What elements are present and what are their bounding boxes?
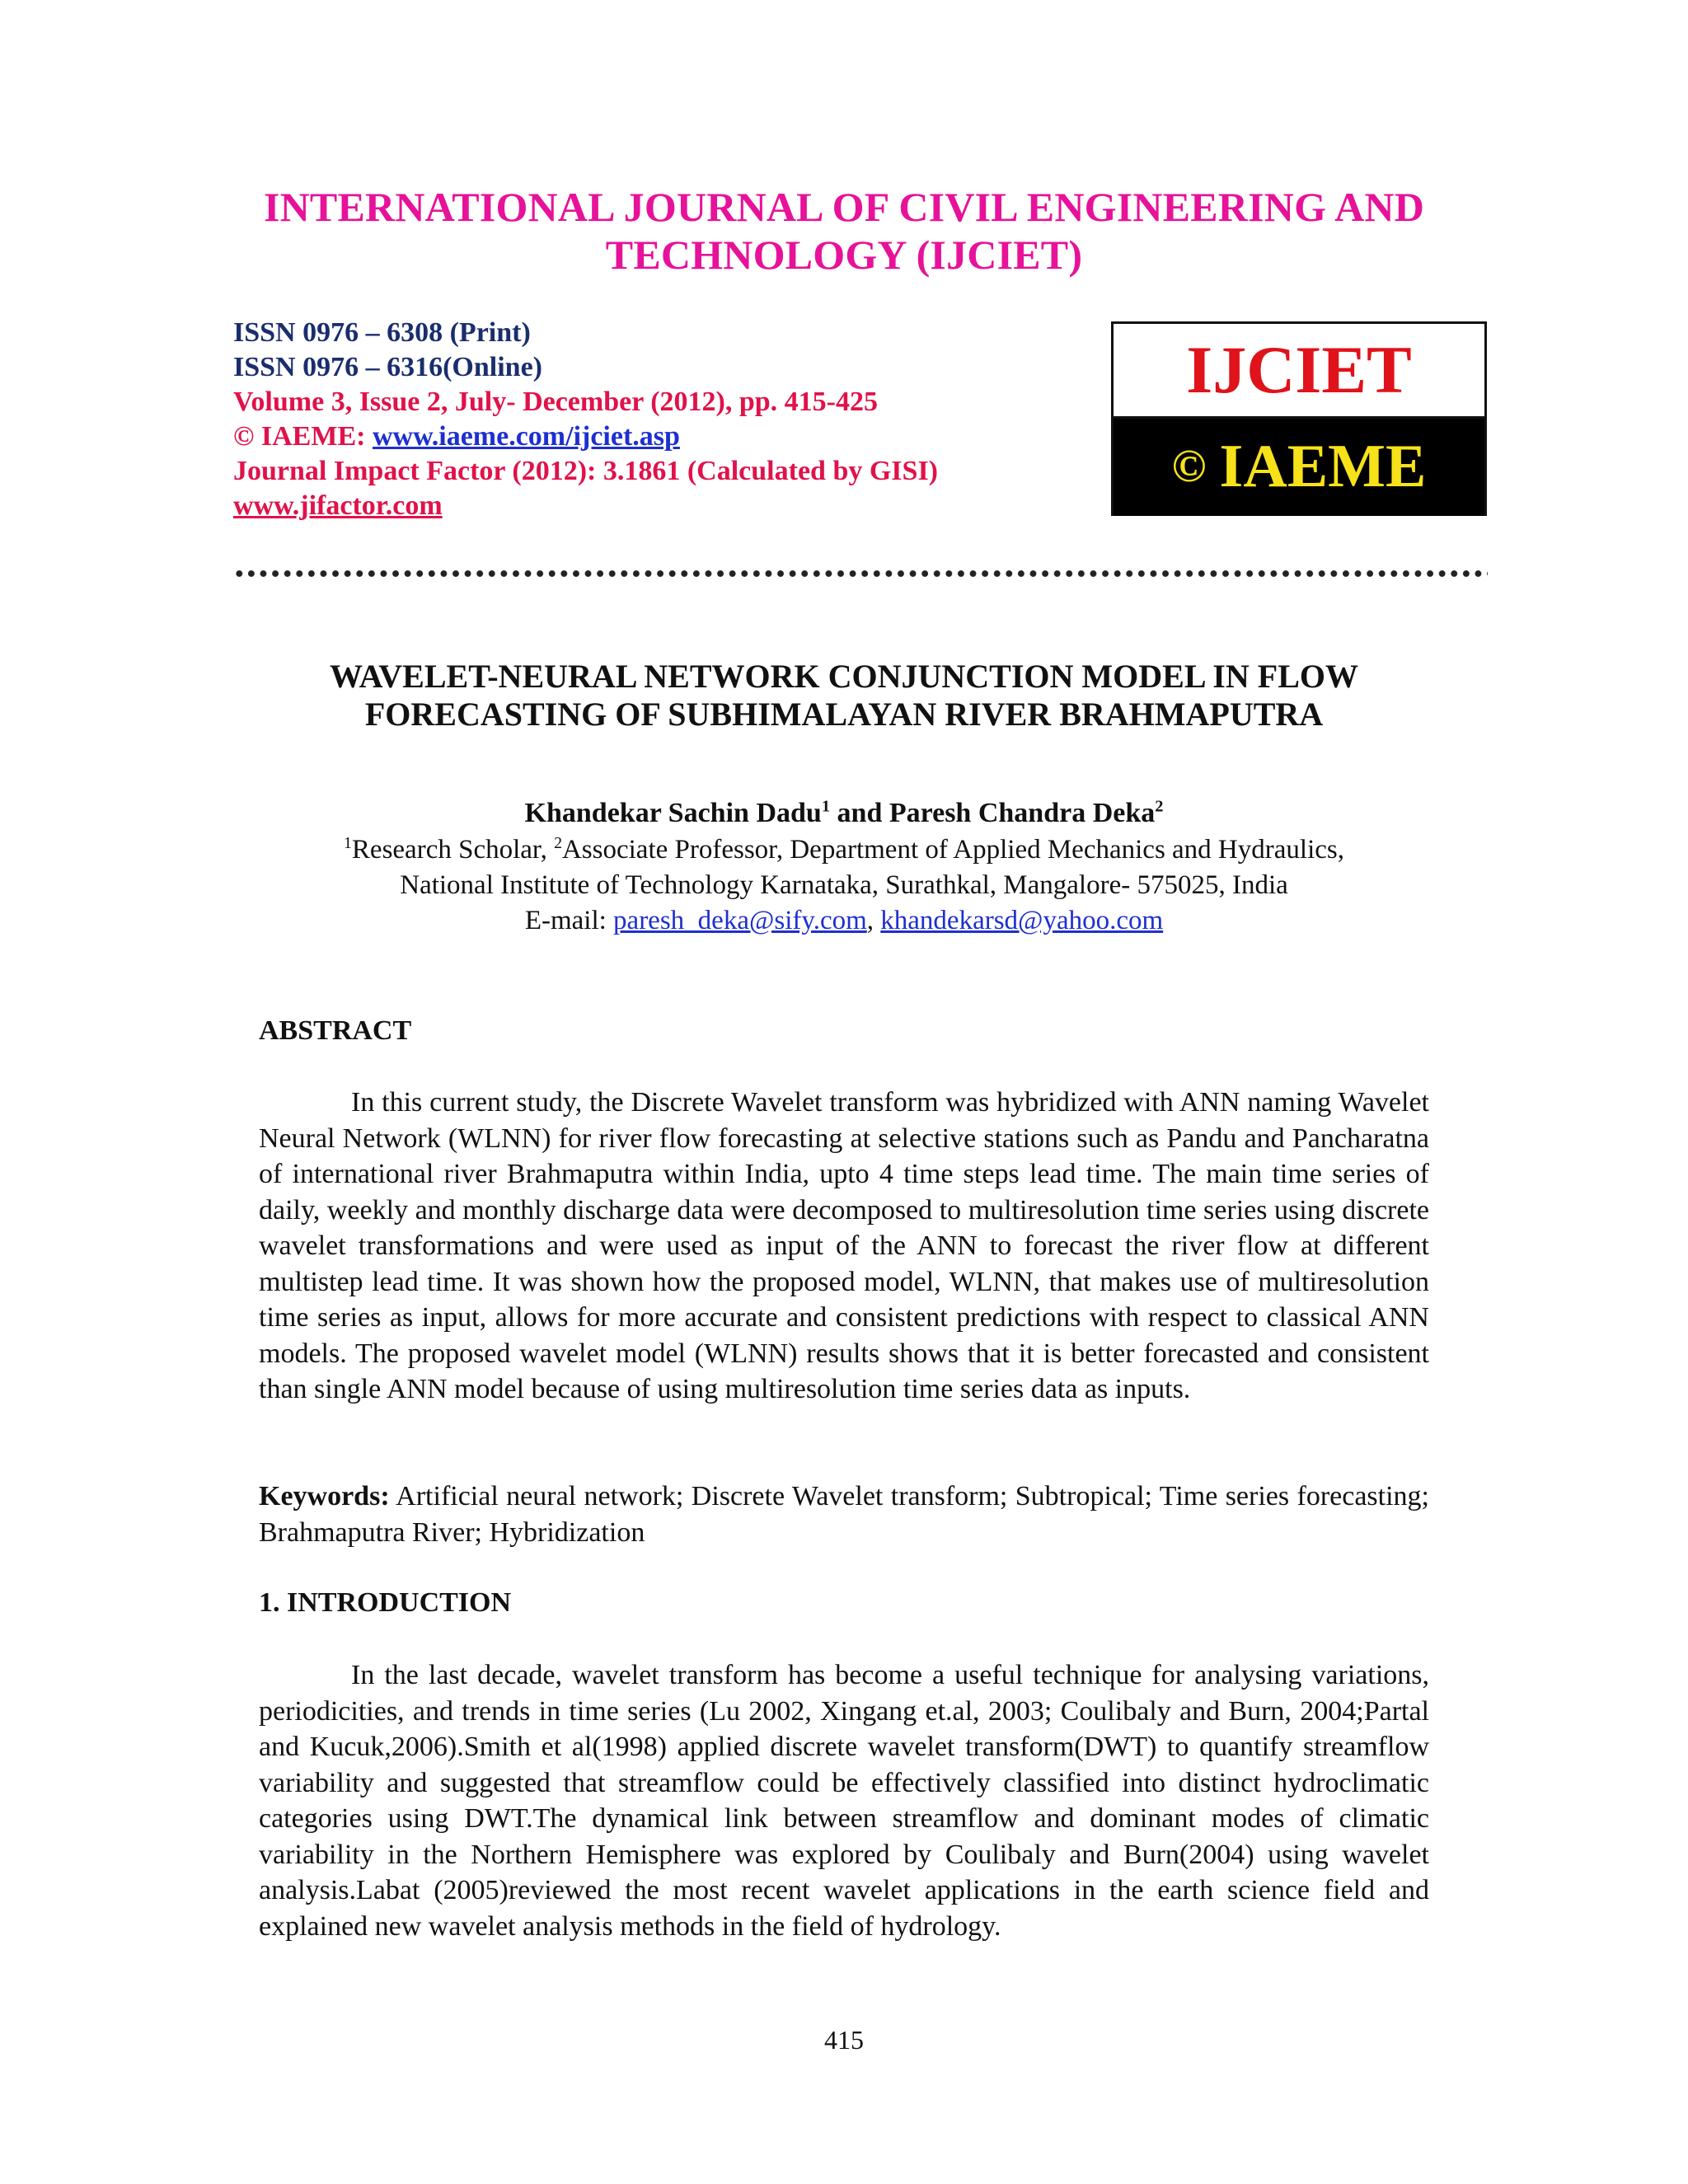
author-and: and [830,798,889,828]
iaeme-line [233,419,938,454]
volume-info: Volume 3, Issue 2, July- December (2012), pp. 415-425 [233,387,878,417]
affil-sup-1: 1 [344,834,352,852]
author-2: Paresh Chandra Deka [889,798,1156,828]
iaeme-link[interactable]: www.iaeme.com/ijciet.asp [372,421,680,452]
email-separator: , [866,906,881,935]
iaeme-prefix: © IAEME: [233,421,373,452]
affiliation-line1 [0,832,1688,868]
affil-part-1: Research Scholar, [351,835,555,865]
keywords-text: Artificial neural network; Discrete Wavelet transform; Subtropical; Time series forecasting; Brahmaputra River; Hybridization [259,1481,1437,1548]
affiliation [0,832,1688,939]
email-link-1[interactable]: paresh_deka@sify.com [613,906,867,935]
paper-title [0,658,1688,733]
author-2-sup: 2 [1155,797,1164,816]
affil-sup-2: 2 [554,834,562,852]
author-1: Khandekar Sachin Dadu [524,798,822,828]
ijciet-logo [1111,321,1487,516]
copyright-icon: © [1171,441,1207,492]
jifactor-link[interactable]: www.jifactor.com [233,490,443,521]
logo-iaeme-band [1114,419,1484,516]
journal-title-line1: INTERNATIONAL JOURNAL OF CIVIL ENGINEERING AND [263,184,1425,230]
issn-online: ISSN 0976 – 6316(Online) [233,352,542,382]
introduction-body: In the last decade, wavelet transform has become a useful technique for analysing variations, periodicities, and trends in time series (Lu 2002, Xingang et.al, 2003; Coulibaly and Burn, 2004;Partal and Kucuk,2006).Smith et al(1998) applied discrete wavelet transform(DWT) to quantify streamflow variability and suggested that streamflow could be effectively classified into distinct hydroclimatic categories using DWT.The dynamical link between streamflow and dominant modes of climatic variability in the Northern Hemisphere was explored by Coulibaly and Burn(2004) using wavelet analysis.Labat (2005)reviewed the most recent wavelet applications in the earth science field and explained new wavelet analysis methods in the field of hydrology. [259,1660,1429,1942]
email-link-2[interactable]: khandekarsd@yahoo.com [880,906,1164,935]
introduction-text [259,1657,1429,1944]
impact-factor: Journal Impact Factor (2012): 3.1861 (Calculated by GISI) [233,456,938,486]
dotted-divider [233,569,1488,579]
journal-title-line2: TECHNOLOGY (IJCIET) [605,232,1083,278]
page-number: 415 [824,2025,864,2055]
paper-title-line2: FORECASTING OF SUBHIMALAYAN RIVER BRAHMAPUTRA [364,696,1324,733]
email-line [0,903,1688,939]
logo-iaeme-text: IAEME [1219,433,1427,500]
journal-meta [233,316,938,523]
affil-part-2: Associate Professor, Department of Applied Mechanics and Hydraulics, [561,835,1344,865]
author-line [0,796,1688,831]
abstract-heading: ABSTRACT [259,1015,412,1046]
logo-ijciet-text: IJCIET [1114,324,1484,419]
keywords-label: Keywords: [259,1481,390,1511]
keywords [259,1479,1437,1550]
paper-title-line1: WAVELET-NEURAL NETWORK CONJUNCTION MODEL IN FLOW [330,658,1358,695]
author-1-sup: 1 [821,797,831,816]
journal-title [0,183,1688,279]
email-label: E-mail: [524,906,614,935]
abstract-text [259,1085,1429,1408]
issn-print: ISSN 0976 – 6308 (Print) [233,317,531,348]
affiliation-line2: National Institute of Technology Karnataka, Surathkal, Mangalore- 575025, India [400,870,1288,900]
abstract-body: In this current study, the Discrete Wavelet transform was hybridized with ANN naming Wavelet Neural Network (WLNN) for river flow forecasting at selective stations such as Pandu and Pancharatna of international river Brahmaputra within India, upto 4 time steps lead time. The main time series of daily, weekly and monthly discharge data were decomposed to multiresolution time series using discrete wavelet transformations and were used as input of the ANN to forecast the river flow at different multistep lead time. It was shown how the proposed model, WLNN, that makes use of multiresolution time series as input, allows for more accurate and consistent predictions with respect to classical ANN models. The proposed wavelet model (WLNN) results shows that it is better forecasted and consistent than single ANN model because of using multiresolution time series data as inputs. [259,1087,1429,1404]
introduction-heading: 1. INTRODUCTION [259,1587,512,1618]
